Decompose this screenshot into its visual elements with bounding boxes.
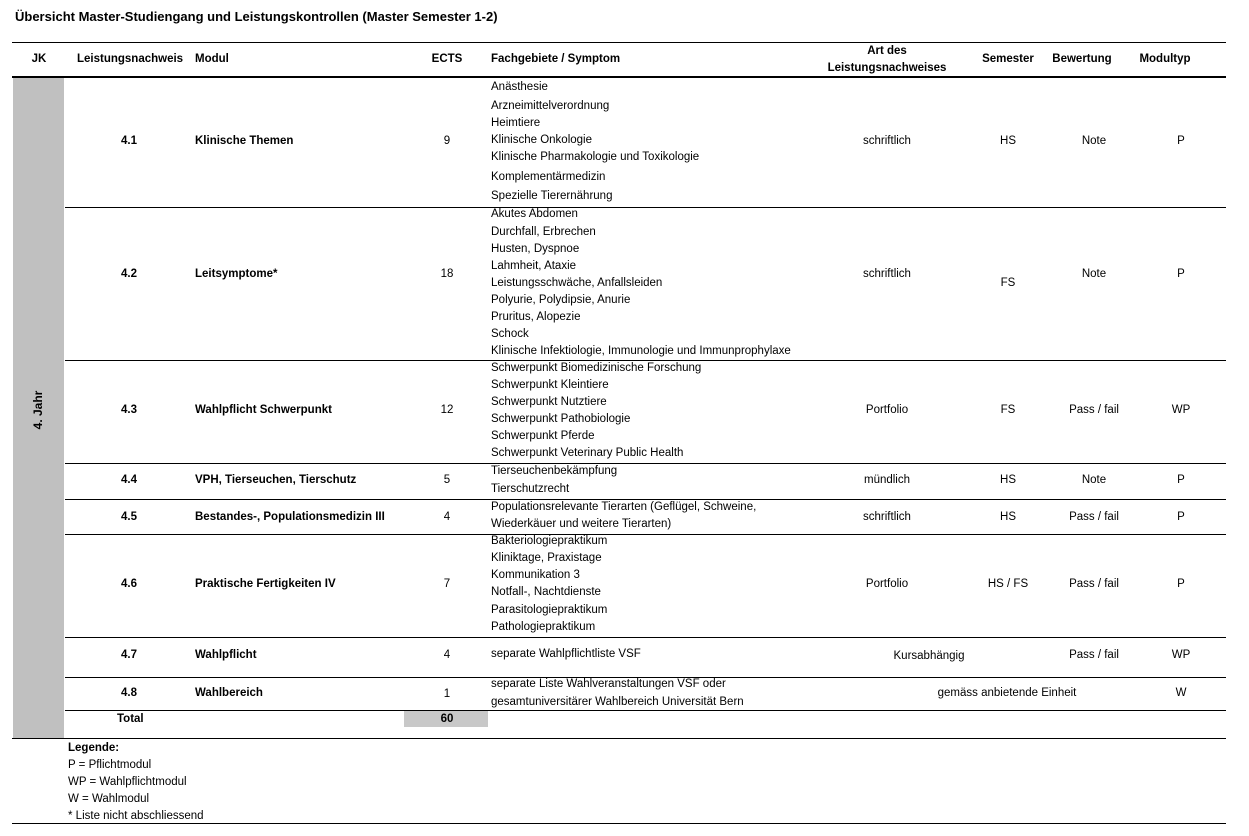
topic-item: Klinische Pharmakologie und Toxikologie [491, 151, 700, 163]
row-divider [65, 710, 1226, 711]
topic-item: Arzneimittelverordnung [491, 100, 610, 112]
total-ects: 60 [440, 713, 454, 725]
topic-item: Leistungsschwäche, Anfallsleiden [491, 277, 663, 289]
row-bewertung: Note [1081, 135, 1107, 147]
row-nr: 4.6 [121, 578, 137, 590]
header-bewertung: Bewertung [1052, 53, 1112, 65]
topic-item: gesamtuniversitärer Wahlbereich Universität Bern [491, 696, 744, 708]
row-modultyp: P [1177, 578, 1185, 590]
header-art-line1: Art des [867, 45, 907, 57]
header-art-line2: Leistungsnachweises [827, 62, 947, 74]
topic-item: Populationsrelevante Tierarten (Geflügel, Schweine, [491, 501, 757, 513]
row-modul: Leitsymptome* [195, 268, 278, 280]
row-ects: 12 [440, 404, 454, 416]
row-modultyp: P [1177, 474, 1185, 486]
row-modultyp: WP [1171, 404, 1191, 416]
legend-item: W = Wahlmodul [68, 793, 150, 805]
row-modul: VPH, Tierseuchen, Tierschutz [195, 474, 357, 486]
row-modul: Wahlbereich [195, 687, 263, 699]
page-title: Übersicht Master-Studiengang und Leistungskontrollen (Master Semester 1-2) [15, 9, 498, 24]
row-art: Portfolio [865, 578, 909, 590]
row-nr: 4.8 [121, 687, 137, 699]
row-ects: 4 [443, 511, 451, 523]
legend-item: WP = Wahlpflichtmodul [68, 776, 187, 788]
row-semester: HS / FS [987, 578, 1029, 590]
topic-item: Anästhesie [491, 81, 548, 93]
topic-item: Schwerpunkt Biomedizinische Forschung [491, 362, 702, 374]
header-leistungsnachweis: Leistungsnachweis [77, 53, 184, 65]
row-nr: 4.2 [121, 268, 137, 280]
topic-item: Schwerpunkt Kleintiere [491, 379, 609, 391]
topic-item: Schwerpunkt Nutztiere [491, 396, 607, 408]
row-divider [65, 360, 1226, 361]
row-ects: 7 [443, 578, 451, 590]
topic-item: Tierseuchenbekämpfung [491, 465, 618, 477]
topic-item: Heimtiere [491, 117, 541, 129]
row-art: Portfolio [865, 404, 909, 416]
row-semester: FS [1000, 277, 1016, 289]
row-art: gemäss anbietende Einheit [937, 687, 1077, 699]
row-modul: Bestandes-, Populationsmedizin III [195, 511, 385, 523]
header-divider [12, 76, 1226, 78]
topic-item: Schwerpunkt Pferde [491, 430, 595, 442]
topic-item: Schock [491, 328, 529, 340]
row-ects: 9 [443, 135, 451, 147]
row-modul: Praktische Fertigkeiten IV [195, 578, 336, 590]
header-ects: ECTS [431, 53, 463, 65]
topic-item: Husten, Dyspnoe [491, 243, 580, 255]
topic-item: Akutes Abdomen [491, 208, 578, 220]
row-ects: 1 [443, 688, 451, 700]
topic-item: Schwerpunkt Veterinary Public Health [491, 447, 684, 459]
row-nr: 4.4 [121, 474, 137, 486]
topic-item: Pruritus, Alopezie [491, 311, 581, 323]
row-bewertung: Pass / fail [1069, 578, 1119, 590]
topic-item: Polyurie, Polydipsie, Anurie [491, 294, 631, 306]
header-modultyp: Modultyp [1139, 53, 1191, 65]
row-divider [65, 534, 1226, 535]
row-divider [65, 207, 1226, 208]
total-label: Total [117, 713, 144, 725]
topic-item: separate Liste Wahlveranstaltungen VSF oder [491, 678, 726, 690]
topic-item: Bakteriologiepraktikum [491, 535, 608, 547]
topic-item: separate Wahlpflichtliste VSF [491, 648, 641, 660]
row-divider [65, 463, 1226, 464]
row-art: Kursabhängig [893, 650, 965, 662]
topic-item: Spezielle Tierernährung [491, 190, 613, 202]
row-nr: 4.5 [121, 511, 137, 523]
row-ects: 4 [443, 649, 451, 661]
row-modul: Klinische Themen [195, 135, 294, 147]
row-semester: HS [1000, 474, 1016, 486]
topic-item: Klinische Onkologie [491, 134, 593, 146]
topic-item: Notfall-, Nachtdienste [491, 586, 601, 598]
topic-item: Schwerpunkt Pathobiologie [491, 413, 631, 425]
row-art: schriftlich [863, 511, 911, 523]
topic-item: Klinische Infektiologie, Immunologie und Immunprophylaxe [491, 345, 791, 357]
legend-item: * Liste nicht abschliessend [68, 810, 204, 822]
legend-item: P = Pflichtmodul [68, 759, 152, 771]
row-nr: 4.1 [121, 135, 137, 147]
row-ects: 18 [440, 268, 454, 280]
row-art: schriftlich [863, 268, 911, 280]
topic-item: Pathologiepraktikum [491, 621, 596, 633]
topic-item: Lahmheit, Ataxie [491, 260, 577, 272]
row-modultyp: P [1177, 268, 1185, 280]
row-semester: HS [1000, 511, 1016, 523]
row-bewertung: Pass / fail [1069, 511, 1119, 523]
row-nr: 4.3 [121, 404, 137, 416]
legend-title: Legende: [68, 742, 120, 754]
row-bewertung: Pass / fail [1069, 649, 1119, 661]
row-art: schriftlich [863, 135, 911, 147]
header-semester: Semester [982, 53, 1034, 65]
table-bottom-border [12, 738, 1226, 739]
topic-item: Parasitologiepraktikum [491, 604, 608, 616]
table-top-border [12, 42, 1226, 43]
topic-item: Komplementärmedizin [491, 171, 606, 183]
row-modul: Wahlpflicht [195, 649, 257, 661]
row-bewertung: Note [1081, 474, 1107, 486]
row-art: mündlich [863, 474, 911, 486]
row-semester: HS [1000, 135, 1016, 147]
row-modul: Wahlpflicht Schwerpunkt [195, 404, 332, 416]
row-modultyp: WP [1171, 649, 1191, 661]
header-jk: JK [31, 53, 47, 65]
header-modul: Modul [195, 53, 229, 65]
row-modultyp: W [1175, 687, 1187, 699]
row-nr: 4.7 [121, 649, 137, 661]
year-label: 4. Jahr [31, 390, 45, 430]
row-bewertung: Pass / fail [1069, 404, 1119, 416]
topic-item: Tierschutzrecht [491, 483, 570, 495]
row-divider [65, 637, 1226, 638]
topic-item: Wiederkäuer und weitere Tierarten) [491, 518, 672, 530]
topic-item: Durchfall, Erbrechen [491, 226, 596, 238]
row-modultyp: P [1177, 511, 1185, 523]
row-bewertung: Note [1081, 268, 1107, 280]
topic-item: Kliniktage, Praxistage [491, 552, 602, 564]
topic-item: Kommunikation 3 [491, 569, 580, 581]
row-modultyp: P [1177, 135, 1185, 147]
legend [68, 740, 204, 825]
row-divider [65, 499, 1226, 500]
row-semester: FS [1000, 404, 1016, 416]
header-fachgebiete: Fachgebiete / Symptom [491, 53, 621, 65]
row-ects: 5 [443, 474, 451, 486]
